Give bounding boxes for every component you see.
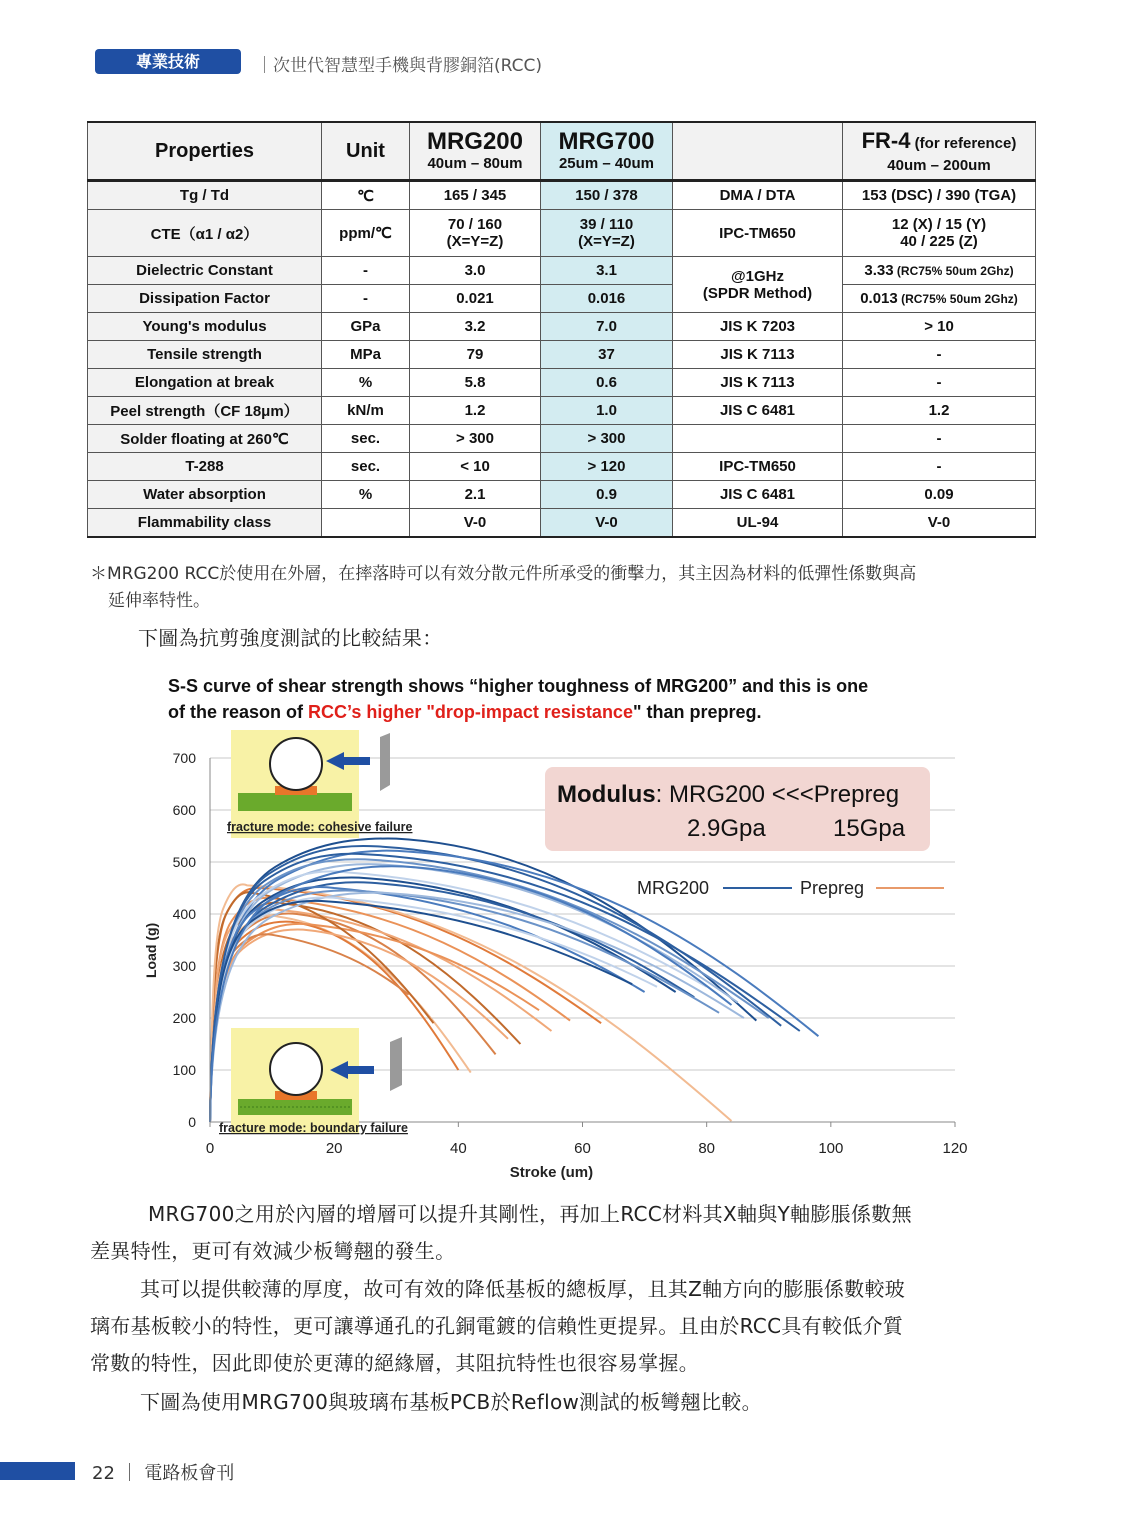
cell-unit: GPa — [322, 313, 410, 341]
cell-mrg700 — [541, 210, 673, 257]
inset-label: fracture mode: boundary failure — [219, 1121, 408, 1135]
legend-mrg200-label: MRG200 — [637, 878, 710, 898]
chart-title-line — [168, 699, 868, 725]
inset-substrate — [238, 793, 352, 811]
header-mrg700 — [541, 122, 673, 181]
cell-mrg200: 2.1 — [410, 481, 541, 509]
cell-fr4: - — [843, 425, 1036, 453]
cell-method: DMA / DTA — [673, 181, 843, 210]
table-row — [88, 257, 1036, 285]
page-number: 22 — [92, 1463, 115, 1484]
inset-boundary-failure — [219, 1028, 408, 1135]
table-row — [88, 397, 1036, 425]
cell-unit: % — [322, 369, 410, 397]
x-axis-label: Stroke (um) — [509, 1164, 594, 1181]
cell-mrg700: 150 / 378 — [541, 181, 673, 210]
cell-unit — [322, 509, 410, 538]
paragraph-line: 璃布基板較小的特性，更可讓導通孔的孔銅電鍍的信賴性更提昇。且由於RCC具有較低介質 — [90, 1314, 904, 1338]
header-method — [673, 122, 843, 181]
paragraph-line: MRG700之用於內層的增層可以提升其剛性，再加上RCC材料其X軸與Y軸膨脹係數無 — [148, 1202, 912, 1226]
cell-property: Solder floating at 260℃ — [88, 425, 322, 453]
cell-property: Tensile strength — [88, 341, 322, 369]
x-tick-label: 0 — [205, 1140, 215, 1157]
cell-fr4 — [843, 257, 1036, 285]
cell-mrg200: > 300 — [410, 425, 541, 453]
cell-property: Elongation at break — [88, 369, 322, 397]
cell-mrg700: 1.0 — [541, 397, 673, 425]
cell-mrg200: 165 / 345 — [410, 181, 541, 210]
cell-property: Flammability class — [88, 509, 322, 538]
table-footnote — [90, 561, 1035, 615]
cell-line: 40 / 225 (Z) — [900, 233, 978, 250]
cell-fr4 — [843, 285, 1036, 313]
cell-mrg700: 3.1 — [541, 257, 673, 285]
header-fr4-thickness: 40um – 200um — [887, 156, 991, 174]
cell-property: Water absorption — [88, 481, 322, 509]
cell-mrg700: V-0 — [541, 509, 673, 538]
cell-unit: sec. — [322, 453, 410, 481]
modulus-value-mrg200: 2.9Gpa — [687, 815, 766, 842]
inset-cohesive-failure — [227, 730, 413, 838]
table-row — [88, 453, 1036, 481]
footer-bar — [0, 1462, 75, 1480]
inset-solder-ball — [270, 1043, 322, 1095]
x-tick-label: 80 — [698, 1140, 716, 1157]
cell-unit: - — [322, 285, 410, 313]
cell-property: Peel strength（CF 18μm） — [88, 397, 322, 425]
cell-mrg200: 3.0 — [410, 257, 541, 285]
cell-fr4: 1.2 — [843, 397, 1036, 425]
table-row — [88, 285, 1036, 313]
cell-unit: - — [322, 257, 410, 285]
paragraph-mrg700 — [90, 1196, 1035, 1270]
modulus-box — [545, 767, 930, 851]
table-row — [88, 481, 1036, 509]
modulus-text — [557, 781, 899, 808]
footer — [92, 1459, 234, 1485]
y-tick-label: 700 — [172, 750, 196, 766]
cell-line: (SPDR Method) — [702, 284, 813, 302]
cell-mrg200: 3.2 — [410, 313, 541, 341]
legend-prepreg-label: Prepreg — [800, 878, 865, 898]
cell-mrg200: < 10 — [410, 453, 541, 481]
footer-separator: ｜ — [120, 1463, 139, 1484]
x-tick-label: 100 — [818, 1140, 844, 1157]
table-row — [88, 341, 1036, 369]
cell-line: @1GHz — [731, 267, 784, 285]
cell-mrg700: > 300 — [541, 425, 673, 453]
cell-unit: ppm/℃ — [322, 210, 410, 257]
cell-line: (X=Y=Z) — [446, 233, 504, 250]
cell-unit: MPa — [322, 341, 410, 369]
paragraph-line: 差異特性，更可有效減少板彎翹的發生。 — [90, 1239, 456, 1263]
cell-fr4 — [843, 210, 1036, 257]
shear-strength-chart — [130, 725, 990, 1185]
cell-fr4: > 10 — [843, 313, 1036, 341]
cell-unit: ℃ — [322, 181, 410, 210]
header-properties: Properties — [88, 122, 322, 181]
cell-method — [673, 425, 843, 453]
cell-mrg200: V-0 — [410, 509, 541, 538]
cell-fr4: V-0 — [843, 509, 1036, 538]
cell-value: 0.013 — [860, 290, 898, 307]
cell-unit: sec. — [322, 425, 410, 453]
cell-unit: % — [322, 481, 410, 509]
paragraph-line: 常數的特性，因此即使於更薄的絕緣層，其阻抗特性也很容易掌握。 — [90, 1351, 699, 1375]
inset-substrate — [238, 1099, 352, 1115]
y-tick-label: 500 — [172, 854, 196, 870]
cell-method — [673, 257, 843, 313]
cell-fr4: 0.09 — [843, 481, 1036, 509]
modulus-value-prepreg: 15Gpa — [833, 815, 906, 842]
cell-mrg700: 37 — [541, 341, 673, 369]
cell-method: JIS K 7113 — [673, 369, 843, 397]
shear-tool-icon — [390, 1037, 402, 1091]
y-tick-label: 600 — [172, 802, 196, 818]
header-fr4 — [843, 122, 1036, 181]
chart-title-line: S-S curve of shear strength shows “higher toughness of MRG200” and this is one — [168, 676, 869, 696]
y-tick-label: 300 — [172, 958, 196, 974]
header-unit: Unit — [322, 122, 410, 181]
cell-method: JIS C 6481 — [673, 481, 843, 509]
cell-mrg200: 5.8 — [410, 369, 541, 397]
paragraph-line: 其可以提供較薄的厚度，故可有效的降低基板的總板厚，且其Z軸方向的膨脹係數較玻 — [140, 1277, 906, 1301]
cell-note: (RC75% 50um 2Ghz) — [897, 292, 1018, 306]
x-tick-label: 20 — [325, 1140, 343, 1157]
cell-line: 70 / 160 — [447, 216, 503, 233]
cell-mrg700: 0.016 — [541, 285, 673, 313]
header-mrg700-name: MRG700 — [558, 128, 655, 155]
x-tick-label: 60 — [574, 1140, 591, 1157]
cell-mrg700: 0.9 — [541, 481, 673, 509]
x-tick-label: 40 — [449, 1140, 467, 1157]
cell-fr4: - — [843, 341, 1036, 369]
table-row — [88, 210, 1036, 257]
chart-intro: 下圖為抗剪強度測試的比較結果： — [138, 626, 443, 650]
header-mrg700-thickness: 25um – 40um — [558, 155, 655, 172]
y-axis-label: Load (g) — [143, 922, 159, 979]
journal-name: 電路板會刊 — [144, 1463, 235, 1484]
cell-value: 3.33 — [864, 262, 894, 279]
table-row — [88, 181, 1036, 210]
cell-method: JIS C 6481 — [673, 397, 843, 425]
cell-property: Dielectric Constant — [88, 257, 322, 285]
cell-mrg200: 0.021 — [410, 285, 541, 313]
cell-fr4: 153 (DSC) / 390 (TGA) — [843, 181, 1036, 210]
cell-property: T-288 — [88, 453, 322, 481]
section-tag: 專業技術 — [95, 49, 241, 74]
cell-note: (RC75% 50um 2Ghz) — [893, 264, 1014, 278]
header-mrg200-thickness: 40um – 80um — [427, 155, 523, 172]
cell-line: 12 (X) / 15 (Y) — [891, 216, 987, 233]
paragraph-thickness — [90, 1271, 1035, 1382]
cell-mrg700: > 120 — [541, 453, 673, 481]
table-row — [88, 425, 1036, 453]
cell-line: (X=Y=Z) — [578, 233, 635, 250]
header-fr4-ref: (for reference) — [910, 134, 1017, 152]
cell-method: JIS K 7113 — [673, 341, 843, 369]
inset-solder-ball — [270, 738, 322, 790]
chart-title-part: of the reason of — [168, 702, 309, 722]
table-row — [88, 313, 1036, 341]
article-title: ｜次世代智慧型手機與背膠銅箔(RCC) — [256, 56, 542, 76]
table-row — [88, 509, 1036, 538]
footnote-line: 延伸率特性。 — [108, 591, 210, 611]
chart-title-highlight: RCC’s higher "drop-impact resistance — [308, 702, 633, 722]
y-tick-label: 400 — [172, 906, 196, 922]
cell-method: IPC-TM650 — [673, 453, 843, 481]
shear-tool-icon — [380, 733, 390, 791]
header-mrg200 — [410, 122, 541, 181]
properties-table — [87, 121, 1036, 538]
cell-mrg200 — [410, 210, 541, 257]
y-tick-label: 200 — [172, 1010, 196, 1026]
cell-property: Dissipation Factor — [88, 285, 322, 313]
y-tick-label: 100 — [172, 1062, 196, 1078]
chart-title — [168, 673, 868, 725]
cell-mrg700: 0.6 — [541, 369, 673, 397]
y-tick-label: 0 — [188, 1114, 196, 1130]
cell-mrg200: 1.2 — [410, 397, 541, 425]
inset-label: fracture mode: cohesive failure — [227, 820, 413, 834]
header-mrg200-name: MRG200 — [426, 128, 524, 155]
cell-unit: kN/m — [322, 397, 410, 425]
cell-line: 39 / 110 — [579, 216, 634, 233]
header-fr4-name: FR-4 — [861, 127, 911, 153]
x-tick-label: 120 — [942, 1140, 968, 1157]
cell-method: JIS K 7203 — [673, 313, 843, 341]
cell-method: IPC-TM650 — [673, 210, 843, 257]
cell-mrg200: 79 — [410, 341, 541, 369]
cell-mrg700: 7.0 — [541, 313, 673, 341]
cell-fr4: - — [843, 369, 1036, 397]
chart-title-part: " than prepreg. — [632, 702, 762, 722]
paragraph-reflow: 下圖為使用MRG700與玻璃布基板PCB於Reflow測試的板彎翹比較。 — [140, 1390, 762, 1414]
table-header-row — [88, 122, 1036, 181]
cell-property: Young's modulus — [88, 313, 322, 341]
cell-property: Tg / Td — [88, 181, 322, 210]
cell-method: UL-94 — [673, 509, 843, 538]
modulus-label: Modulus — [557, 781, 656, 808]
cell-property: CTE（α1 / α2） — [88, 210, 322, 257]
footnote-line: ＊MRG200 RCC於使用在外層，在摔落時可以有效分散元件所承受的衝擊力，其主因為材料的低彈性係數與高 — [90, 564, 917, 584]
modulus-comparison: : MRG200 <<<Prepreg — [655, 781, 900, 808]
chart-legend — [637, 878, 944, 898]
cell-fr4: - — [843, 453, 1036, 481]
table-row — [88, 369, 1036, 397]
